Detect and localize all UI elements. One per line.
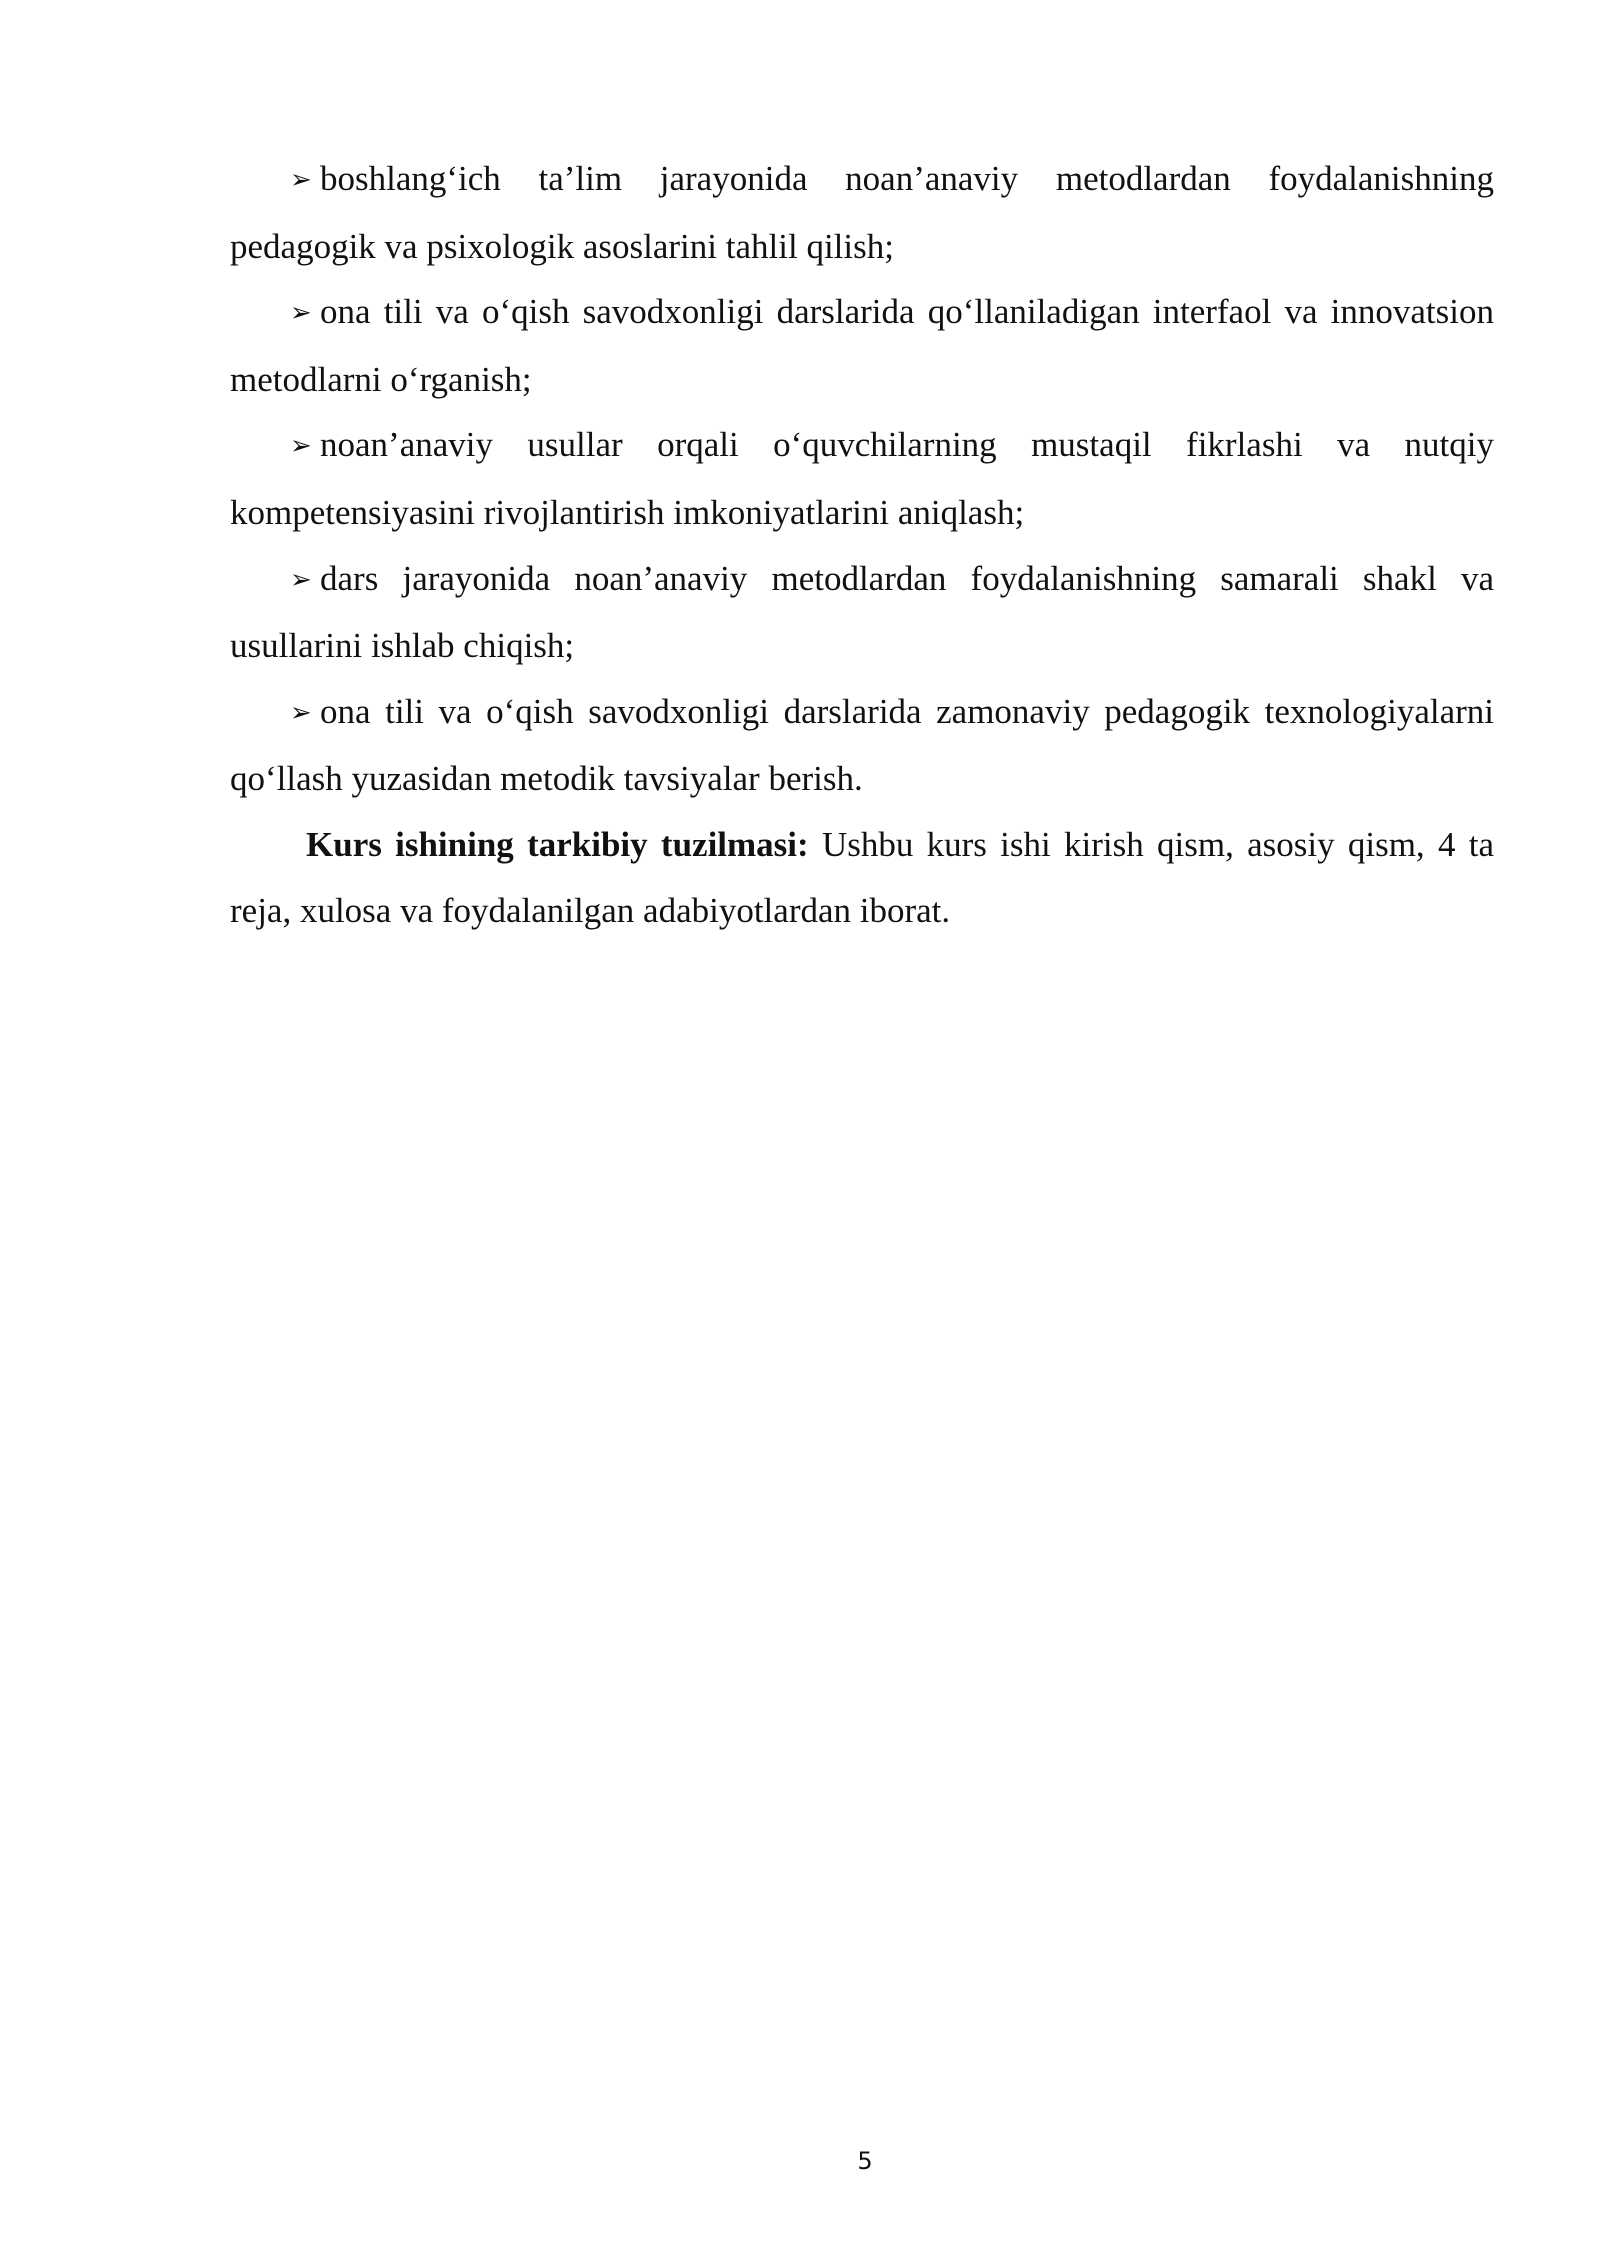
objective-item bbox=[230, 279, 1494, 412]
structure-label: Kurs ishining tarkibiy tuzilmasi: bbox=[306, 824, 809, 864]
arrow-bullet-icon: ➢ bbox=[290, 697, 312, 728]
arrow-bullet-icon: ➢ bbox=[290, 431, 312, 462]
page-content bbox=[230, 146, 1494, 943]
arrow-bullet-icon: ➢ bbox=[290, 564, 312, 595]
structure-text: Ushbu kurs ishi kirish qism, asosiy qism, 4 ta reja, xulosa va foydalanilgan adabiyotlardan iborat. bbox=[230, 824, 1494, 930]
page-number: 5 bbox=[857, 2147, 873, 2175]
objective-text: noan’anaviy usullar orqali o‘quvchilarning mustaqil fikrlashi va nutqiy kompetensiyasini rivojlantirish imkoniyatlarini aniqlash; bbox=[230, 425, 1494, 532]
objective-text: ona tili va o‘qish savodxonligi darslarida qo‘llaniladigan interfaol va innovatsion metodlarni o‘rganish; bbox=[230, 292, 1494, 399]
objective-text: boshlang‘ich ta’lim jarayonida noan’anaviy metodlardan foydalanishning pedagogik va psixologik asoslarini tahlil qilish; bbox=[230, 159, 1494, 266]
objective-item bbox=[230, 146, 1494, 279]
arrow-bullet-icon: ➢ bbox=[290, 298, 312, 329]
objective-item bbox=[230, 412, 1494, 545]
structure-paragraph bbox=[230, 812, 1494, 943]
arrow-bullet-icon: ➢ bbox=[290, 165, 312, 195]
objective-text: ona tili va o‘qish savodxonligi darslarida zamonaviy pedagogik texnologiyalarni qo‘llash yuzasidan metodik tavsiyalar berish. bbox=[230, 691, 1494, 799]
objective-text: dars jarayonida noan’anaviy metodlardan foydalanishning samarali shakl va usullarini ishlab chiqish; bbox=[230, 558, 1494, 666]
objective-item bbox=[230, 679, 1494, 812]
objective-item bbox=[230, 546, 1494, 679]
